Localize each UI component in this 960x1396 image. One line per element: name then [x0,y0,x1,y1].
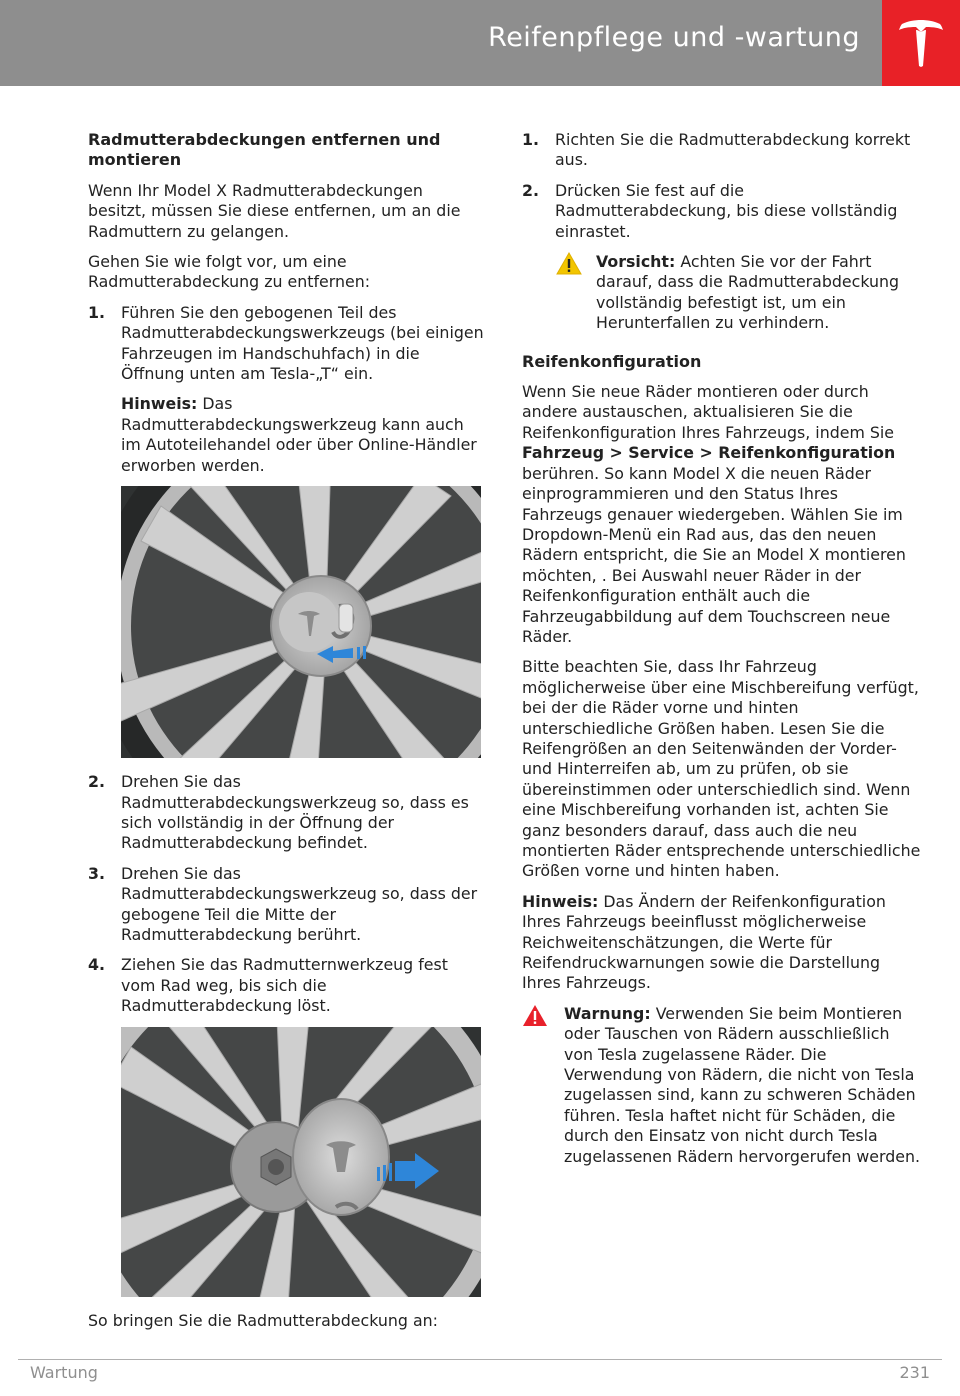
list-item [88,864,484,946]
step-number: 1. [522,130,539,149]
list-item [88,303,484,476]
step-text: Drehen Sie das Radmutterabdeckungswerkzeug so, dass es sich vollständig in der Öffnung der Radmutterabdeckung befindet. [121,772,469,853]
wheel-figure-insert-tool [121,486,481,758]
list-item [522,181,922,242]
warning-label: Warnung: [564,1003,651,1023]
install-intro: So bringen Sie die Radmutterabdeckung an: [88,1310,438,1330]
warning-text: Verwenden Sie beim Montieren oder Tauschen von Rädern ausschließlich von Tesla zugelassene Räder. Die Verwendung von Rädern, die nicht von Tesla zugelassen sind, kann zu schweren Schäden führen. Tesla haftet nicht für Schäden, die durch den Einsatz von nicht durch Tesla zugelassenen Rädern hervorgerufen werden. [564,1003,921,1166]
note-tool [121,394,484,476]
install-steps [522,130,922,242]
left-column [88,130,484,1341]
page-header [0,0,960,86]
removal-steps [88,303,484,476]
step-number: 1. [88,302,105,322]
list-item [522,130,922,171]
section-heading-remove-cover: Radmutterabdeckungen entfernen und montieren [88,130,441,170]
caution-label: Vorsicht: [596,252,676,272]
menu-path-separator-2: > [693,443,719,463]
step-number: 3. [88,863,105,883]
step-text: Führen Sie den gebogenen Teil des Radmutterabdeckungswerkzeugs (bei einigen Fahrzeugen im Handschuhfach) in die Öffnung unten am Tesla-„T“ ein. [121,302,484,384]
wheel-illustration-1 [121,486,481,758]
list-item [88,772,484,854]
config-text-b: berühren. So kann Model X die neuen Räder einprogrammieren und den Status Ihres Fahrzeugs genauer wiedergeben. Wählen Sie im Dropdown-Menü ein Rad aus, das den neuen Rädern entspricht, die Sie an Model X montieren möchten, . Bei Auswahl neuer Räder in der Reifenkonfiguration enthält auch die Fahrzeugabbildung auf dem Touchscreen neue Räder. [522,463,906,646]
step-text: Drücken Sie fest auf die Radmutterabdeckung, bis diese vollständig einrastet. [555,180,898,241]
wheel-figure-remove-cover [121,1027,481,1297]
note-label: Hinweis: [121,394,198,414]
tesla-t-logo-icon [898,18,944,68]
footer-divider [18,1359,942,1360]
warning-triangle-icon [522,1004,548,1027]
step-number: 2. [88,772,105,792]
right-column [522,130,922,1177]
page-title: Reifenpflege und -wartung [488,22,860,53]
step-text: Drehen Sie das Radmutterabdeckungswerkzeug so, dass der gebogene Teil die Mitte der Radmutterabdeckung berührt. [121,863,478,944]
config-paragraph-2: Bitte beachten Sie, dass Ihr Fahrzeug möglicherweise über eine Mischbereifung verfügt, bei der die Räder vorne und hinten unterschiedliche Größen haben. Lesen Sie die Reifengrößen an den Seitenwänden der Vorder- und Hinterreifen ab, um zu prüfen, ob sie übereinstimmen oder unterschiedlich sind. Wenn eine Mischbereifung vorhanden ist, achten Sie ganz besonders darauf, dass auch die neu montierten Räder entsprechende unterschiedliche Größen vorne und hinten haben. [522,657,921,881]
section-heading-tire-config: Reifenkonfiguration [522,351,702,371]
caution-text: Achten Sie vor der Fahrt darauf, dass die Radmutterabdeckung vollständig befestigt ist, um ein Herunterfallen zu verhindern. [596,252,900,333]
menu-path-service: Service [628,443,694,463]
step-number: 4. [88,955,105,975]
menu-path-fahrzeug: Fahrzeug [522,443,605,463]
wheel-illustration-2 [121,1027,481,1297]
caution-box [522,252,922,334]
step-text: Ziehen Sie das Radmutternwerkzeug fest vom Rad weg, bis sich die Radmutterabdeckung löst. [121,955,448,1016]
warning-box [522,1004,922,1167]
intro-paragraph-1: Wenn Ihr Model X Radmutterabdeckungen besitzt, müssen Sie diese entfernen, um an die Radmuttern zu gelangen. [88,180,461,241]
config-note [522,892,922,994]
list-item [88,955,484,1016]
step-number: 2. [522,180,539,200]
footer-section: Wartung [30,1363,98,1382]
note-text: Das Radmutterabdeckungswerkzeug kann auch im Autoteilehandel oder über Online-Händler erworben werden. [121,394,477,475]
note-label: Hinweis: [522,891,599,911]
menu-path-reifenkonfiguration: Reifenkonfiguration [718,443,896,463]
intro-paragraph-2: Gehen Sie wie folgt vor, um eine Radmutterabdeckung zu entfernen: [88,252,371,292]
tesla-logo-box [882,0,960,86]
removal-steps-continued [88,772,484,1016]
note-text: Das Ändern der Reifenkonfiguration Ihres Fahrzeugs beeinflusst möglicherweise Reichweitenschätzungen, die Werte für Reifendruckwarnungen sowie die Darstellung Ihres Fahrzeugs. [522,891,886,993]
caution-triangle-icon [556,252,582,275]
page-number: 231 [899,1363,930,1382]
step-text: Richten Sie die Radmutterabdeckung korrekt aus. [555,130,911,170]
menu-path-separator-1: > [604,443,629,463]
config-paragraph-1 [522,382,922,647]
config-text-a: Wenn Sie neue Räder montieren oder durch andere austauschen, aktualisieren Sie die Reifenkonfiguration Ihres Fahrzeugs, indem Sie [522,382,894,442]
